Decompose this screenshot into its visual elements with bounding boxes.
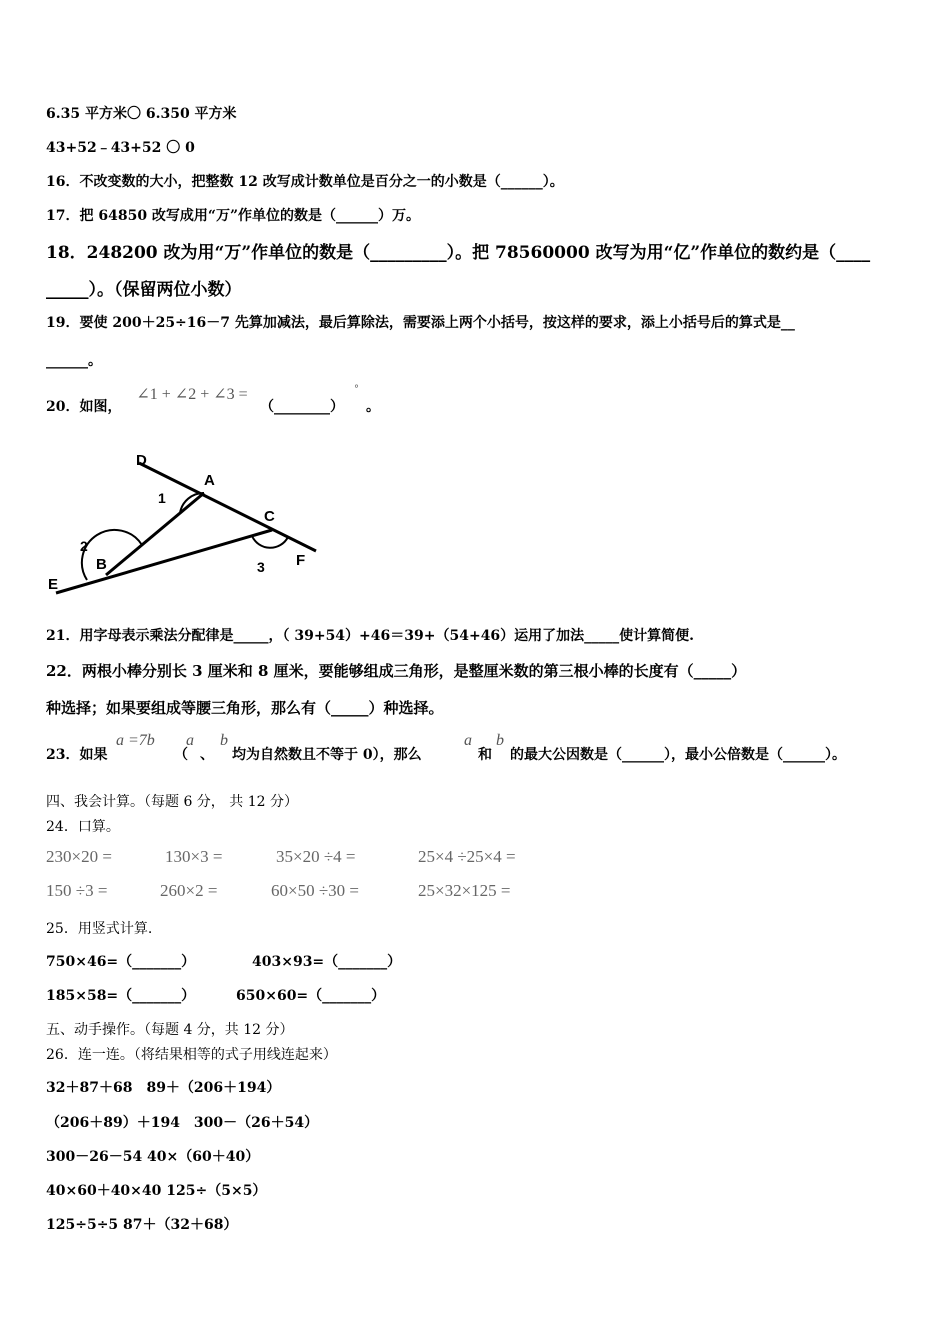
section-5-heading: 五、动手操作。（每题 4 分，共 12 分） [46, 1022, 294, 1038]
connect-row-5: 125÷5÷5 87＋（32＋68） [46, 1217, 238, 1233]
oral-calc-1-2: 130×3 = [165, 847, 223, 866]
q23-end: 的最大公因数是（______），最小公倍数是（______）。 [510, 747, 846, 763]
question-22-line1: 22．两根小棒分别长 3 厘米和 8 厘米，要能够组成三角形，是整厘米数的第三根小棒的长度有（_____） [46, 662, 747, 680]
oral-calc-1-3: 35×20 ÷4 = [276, 847, 356, 866]
label-c: C [264, 508, 275, 525]
q23-paren: （ [174, 747, 188, 763]
question-26: 26．连一连。（将结果相等的式子用线连起来） [46, 1047, 337, 1063]
q23-prefix: 23．如果 [46, 747, 108, 763]
oral-calc-2-1: 150 ÷3 = [46, 881, 108, 900]
q23-equation: a =7b [116, 732, 155, 749]
q23-he: 和 [478, 747, 492, 763]
label-b: B [96, 556, 107, 573]
question-18-line2: _____）。（保留两位小数） [46, 280, 242, 300]
line-d-f [139, 463, 316, 551]
connect-row-2: （206＋89）＋194 300－（26＋54） [46, 1115, 319, 1131]
vertical-calc-2-1: 185×58=（_______） [46, 988, 196, 1004]
connect-row-4: 40×60＋40×40 125÷（5×5） [46, 1183, 267, 1199]
connect-row-3: 300－26－54 40×（60＋40） [46, 1149, 260, 1165]
label-a: A [204, 472, 215, 489]
label-e: E [48, 576, 59, 593]
label-d: D [136, 452, 147, 469]
q23-var-a: a [186, 732, 194, 749]
question-20 [46, 380, 380, 415]
oral-calc-2-3: 60×50 ÷30 = [271, 881, 360, 900]
oral-calc-1-4: 25×4 ÷25×4 = [418, 847, 516, 866]
question-16: 16．不改变数的大小，把整数 12 改写成计数单位是百分之一的小数是（______）。 [46, 174, 564, 190]
label-angle-2: 2 [80, 538, 88, 554]
q20-end: 。 [366, 399, 380, 415]
q20-blank: （________） [260, 399, 344, 415]
q23-var-a2: a [464, 732, 472, 749]
question-25: 25．用竖式计算. [46, 921, 153, 937]
question-18-line1: 18．248200 改为用“万”作单位的数是（_________）。把 78560000 改写为用“亿”作单位的数约是（____ [46, 243, 871, 263]
vertical-calc-1-2: 403×93=（_______） [252, 954, 402, 970]
label-f: F [296, 552, 306, 569]
q23-var-b2: b [496, 732, 504, 749]
label-angle-1: 1 [158, 490, 166, 506]
section-4-heading: 四、我会计算。（每题 6 分， 共 12 分） [46, 794, 298, 810]
question-21: 21．用字母表示乘法分配律是_____，（ 39+54）+46＝39+（54+46）运用了加法_____使计算简便. [46, 628, 695, 644]
oral-calc-2-4: 25×32×125 = [418, 881, 511, 900]
q20-formula: ∠1 + ∠2 + ∠3 = [136, 386, 248, 403]
line-e-c [56, 530, 272, 593]
question-24: 24．口算。 [46, 819, 120, 835]
connect-row-1: 32＋87＋68 89＋（206＋194） [46, 1080, 281, 1096]
oral-calc-2-2: 260×2 = [160, 881, 218, 900]
angle-3-arc [252, 536, 288, 548]
vertical-calc-2-2: 650×60=（_______） [236, 988, 386, 1004]
q20-degree: ° [354, 384, 359, 395]
question-22-line2: 种选择；如果要组成等腰三角形，那么有（_____）种选择。 [46, 699, 444, 717]
q23-mid: 均为自然数且不等于 0），那么 [232, 747, 422, 763]
angle-2-arc [82, 530, 142, 580]
q23-var-b: b [220, 732, 228, 749]
question-17: 17．把 64850 改写成用“万”作单位的数是（______）万。 [46, 208, 421, 224]
oral-calc-1-1: 230×20 = [46, 847, 112, 866]
question-19-line2: ______。 [46, 353, 102, 369]
vertical-calc-1-1: 750×46=（_______） [46, 954, 196, 970]
line-expr-compare: 43+52﹣43+52 〇 0 [46, 140, 195, 156]
q23-sep: 、 [200, 747, 214, 763]
question-19-line1: 19．要使 200＋25÷16－7 先算加减法，最后算除法，需要添上两个小括号，按这样的要求，添上小括号后的算式是__ [46, 315, 795, 331]
label-angle-3: 3 [257, 559, 265, 575]
line-area-compare: 6.35 平方米〇 6.350 平方米 [46, 106, 237, 122]
q20-prefix: 20．如图， [46, 399, 122, 415]
angle-figure [44, 445, 334, 605]
